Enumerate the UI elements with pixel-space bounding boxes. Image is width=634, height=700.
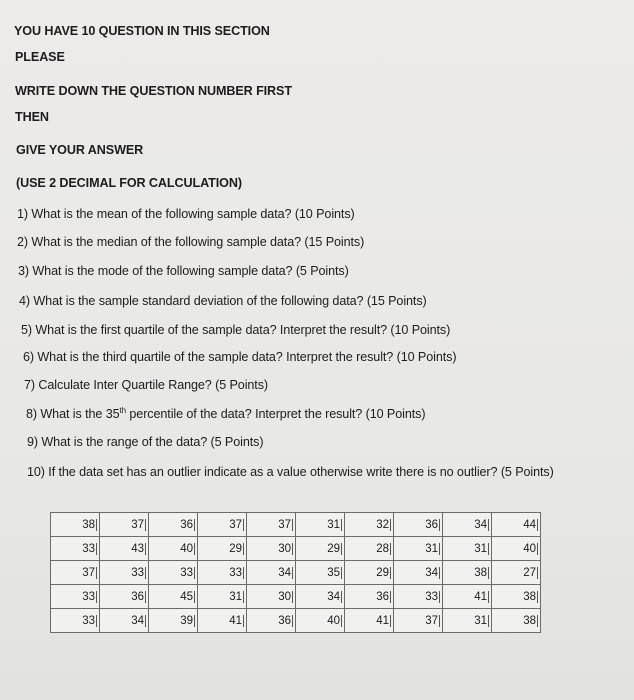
table-cell (51, 561, 100, 585)
table-cell (492, 585, 541, 609)
question-8 (26, 406, 425, 421)
cell-value: 31 (474, 542, 487, 555)
cell-value: 37 (278, 518, 291, 531)
question-4: 4) What is the sample standard deviation of the following data? (15 Points) (19, 294, 427, 308)
cell-value: 38 (474, 566, 487, 579)
instruction-please: PLEASE (15, 50, 65, 64)
cell-value: 33 (229, 566, 242, 579)
table-cell (149, 585, 198, 609)
cell-value: 41 (229, 614, 242, 627)
table-cell (345, 561, 394, 585)
cell-value: 33 (82, 542, 95, 555)
cell-value: 38 (523, 590, 536, 603)
cell-value: 29 (376, 566, 389, 579)
table-cell (100, 585, 149, 609)
cell-value: 44 (523, 518, 536, 531)
table-cell (51, 609, 100, 633)
cell-value: 33 (180, 566, 193, 579)
cell-value: 31 (425, 542, 438, 555)
cell-value: 31 (327, 518, 340, 531)
cell-value: 33 (82, 590, 95, 603)
cell-value: 28 (376, 542, 389, 555)
table-cell (51, 585, 100, 609)
instruction-decimal: (USE 2 DECIMAL FOR CALCULATION) (16, 176, 242, 190)
table-cell (247, 561, 296, 585)
cell-value: 38 (82, 518, 95, 531)
cell-value: 40 (523, 542, 536, 555)
table-cell (247, 537, 296, 561)
cell-value: 31 (474, 614, 487, 627)
table-cell (198, 561, 247, 585)
table-cell (247, 585, 296, 609)
cell-value: 29 (327, 542, 340, 555)
table-cell (345, 609, 394, 633)
table-cell (51, 537, 100, 561)
cell-value: 32 (376, 518, 389, 531)
cell-value: 33 (131, 566, 144, 579)
cell-value: 30 (278, 542, 291, 555)
table-cell (296, 609, 345, 633)
cell-value: 36 (425, 518, 438, 531)
table-cell (296, 537, 345, 561)
table-row (51, 513, 541, 537)
question-2: 2) What is the median of the following sample data? (15 Points) (17, 235, 365, 249)
table-cell (149, 513, 198, 537)
cell-value: 37 (425, 614, 438, 627)
cell-value: 27 (523, 566, 536, 579)
instruction-write-number: WRITE DOWN THE QUESTION NUMBER FIRST (15, 84, 292, 98)
cell-value: 34 (425, 566, 438, 579)
cell-value: 33 (425, 590, 438, 603)
table-cell (394, 561, 443, 585)
table-cell (198, 585, 247, 609)
table-cell (296, 561, 345, 585)
cell-value: 36 (376, 590, 389, 603)
question-7: 7) Calculate Inter Quartile Range? (5 Points) (24, 378, 268, 392)
table-cell (247, 513, 296, 537)
cell-value: 34 (474, 518, 487, 531)
table-cell (492, 513, 541, 537)
table-cell (100, 561, 149, 585)
table-cell (492, 609, 541, 633)
table-cell (100, 537, 149, 561)
table-cell (149, 609, 198, 633)
table-cell (247, 609, 296, 633)
instruction-give-answer: GIVE YOUR ANSWER (16, 143, 144, 157)
table-cell (443, 537, 492, 561)
table-cell (149, 561, 198, 585)
table-cell (345, 537, 394, 561)
cell-value: 37 (82, 566, 95, 579)
question-3: 3) What is the mode of the following sample data? (5 Points) (18, 264, 349, 278)
cell-value: 34 (327, 590, 340, 603)
table-cell (394, 609, 443, 633)
cell-value: 36 (180, 518, 193, 531)
table-cell (394, 537, 443, 561)
cell-value: 43 (131, 542, 144, 555)
table-cell (394, 513, 443, 537)
cell-value: 34 (131, 614, 144, 627)
table-cell (296, 513, 345, 537)
table-cell (394, 585, 443, 609)
table-cell (443, 609, 492, 633)
cell-value: 34 (278, 566, 291, 579)
cell-value: 40 (327, 614, 340, 627)
table-cell (198, 513, 247, 537)
table-row (51, 609, 541, 633)
cell-value: 39 (180, 614, 193, 627)
table-cell (100, 513, 149, 537)
cell-value: 38 (523, 614, 536, 627)
question-8-start: 8) What is the 35 (26, 407, 120, 421)
table-cell (443, 513, 492, 537)
table-cell (149, 537, 198, 561)
instruction-then: THEN (15, 110, 49, 124)
cell-value: 40 (180, 542, 193, 555)
cell-value: 36 (278, 614, 291, 627)
question-10: 10) If the data set has an outlier indicate as a value otherwise write there is no outlier? (5 Points) (27, 465, 554, 479)
table-cell (443, 585, 492, 609)
table-cell (345, 513, 394, 537)
cell-value: 45 (180, 590, 193, 603)
table-cell (100, 609, 149, 633)
cell-value: 30 (278, 590, 291, 603)
cell-value: 41 (474, 590, 487, 603)
question-5: 5) What is the first quartile of the sample data? Interpret the result? (10 Points) (21, 323, 451, 337)
cell-value: 29 (229, 542, 242, 555)
table-cell (492, 537, 541, 561)
table-cell (296, 585, 345, 609)
table-cell (198, 537, 247, 561)
cell-value: 35 (327, 566, 340, 579)
table-row (51, 585, 541, 609)
question-8-suffix: th (119, 406, 126, 415)
question-6: 6) What is the third quartile of the sample data? Interpret the result? (10 Points) (23, 350, 457, 364)
table-cell (51, 513, 100, 537)
question-8-end: percentile of the data? Interpret the result? (10 Points) (125, 407, 426, 421)
table-cell (492, 561, 541, 585)
table-cell (345, 585, 394, 609)
cell-value: 33 (82, 614, 95, 627)
table-cell (443, 561, 492, 585)
cell-value: 37 (131, 518, 144, 531)
cell-value: 31 (229, 590, 242, 603)
cell-value: 37 (229, 518, 242, 531)
table-row (51, 537, 541, 561)
section-heading: YOU HAVE 10 QUESTION IN THIS SECTION (14, 24, 270, 38)
sample-data-table (50, 512, 541, 633)
table-cell (198, 609, 247, 633)
question-1: 1) What is the mean of the following sample data? (10 Points) (17, 207, 355, 221)
table-row (51, 561, 541, 585)
question-9: 9) What is the range of the data? (5 Points) (27, 435, 264, 449)
cell-value: 36 (131, 590, 144, 603)
cell-value: 41 (376, 614, 389, 627)
